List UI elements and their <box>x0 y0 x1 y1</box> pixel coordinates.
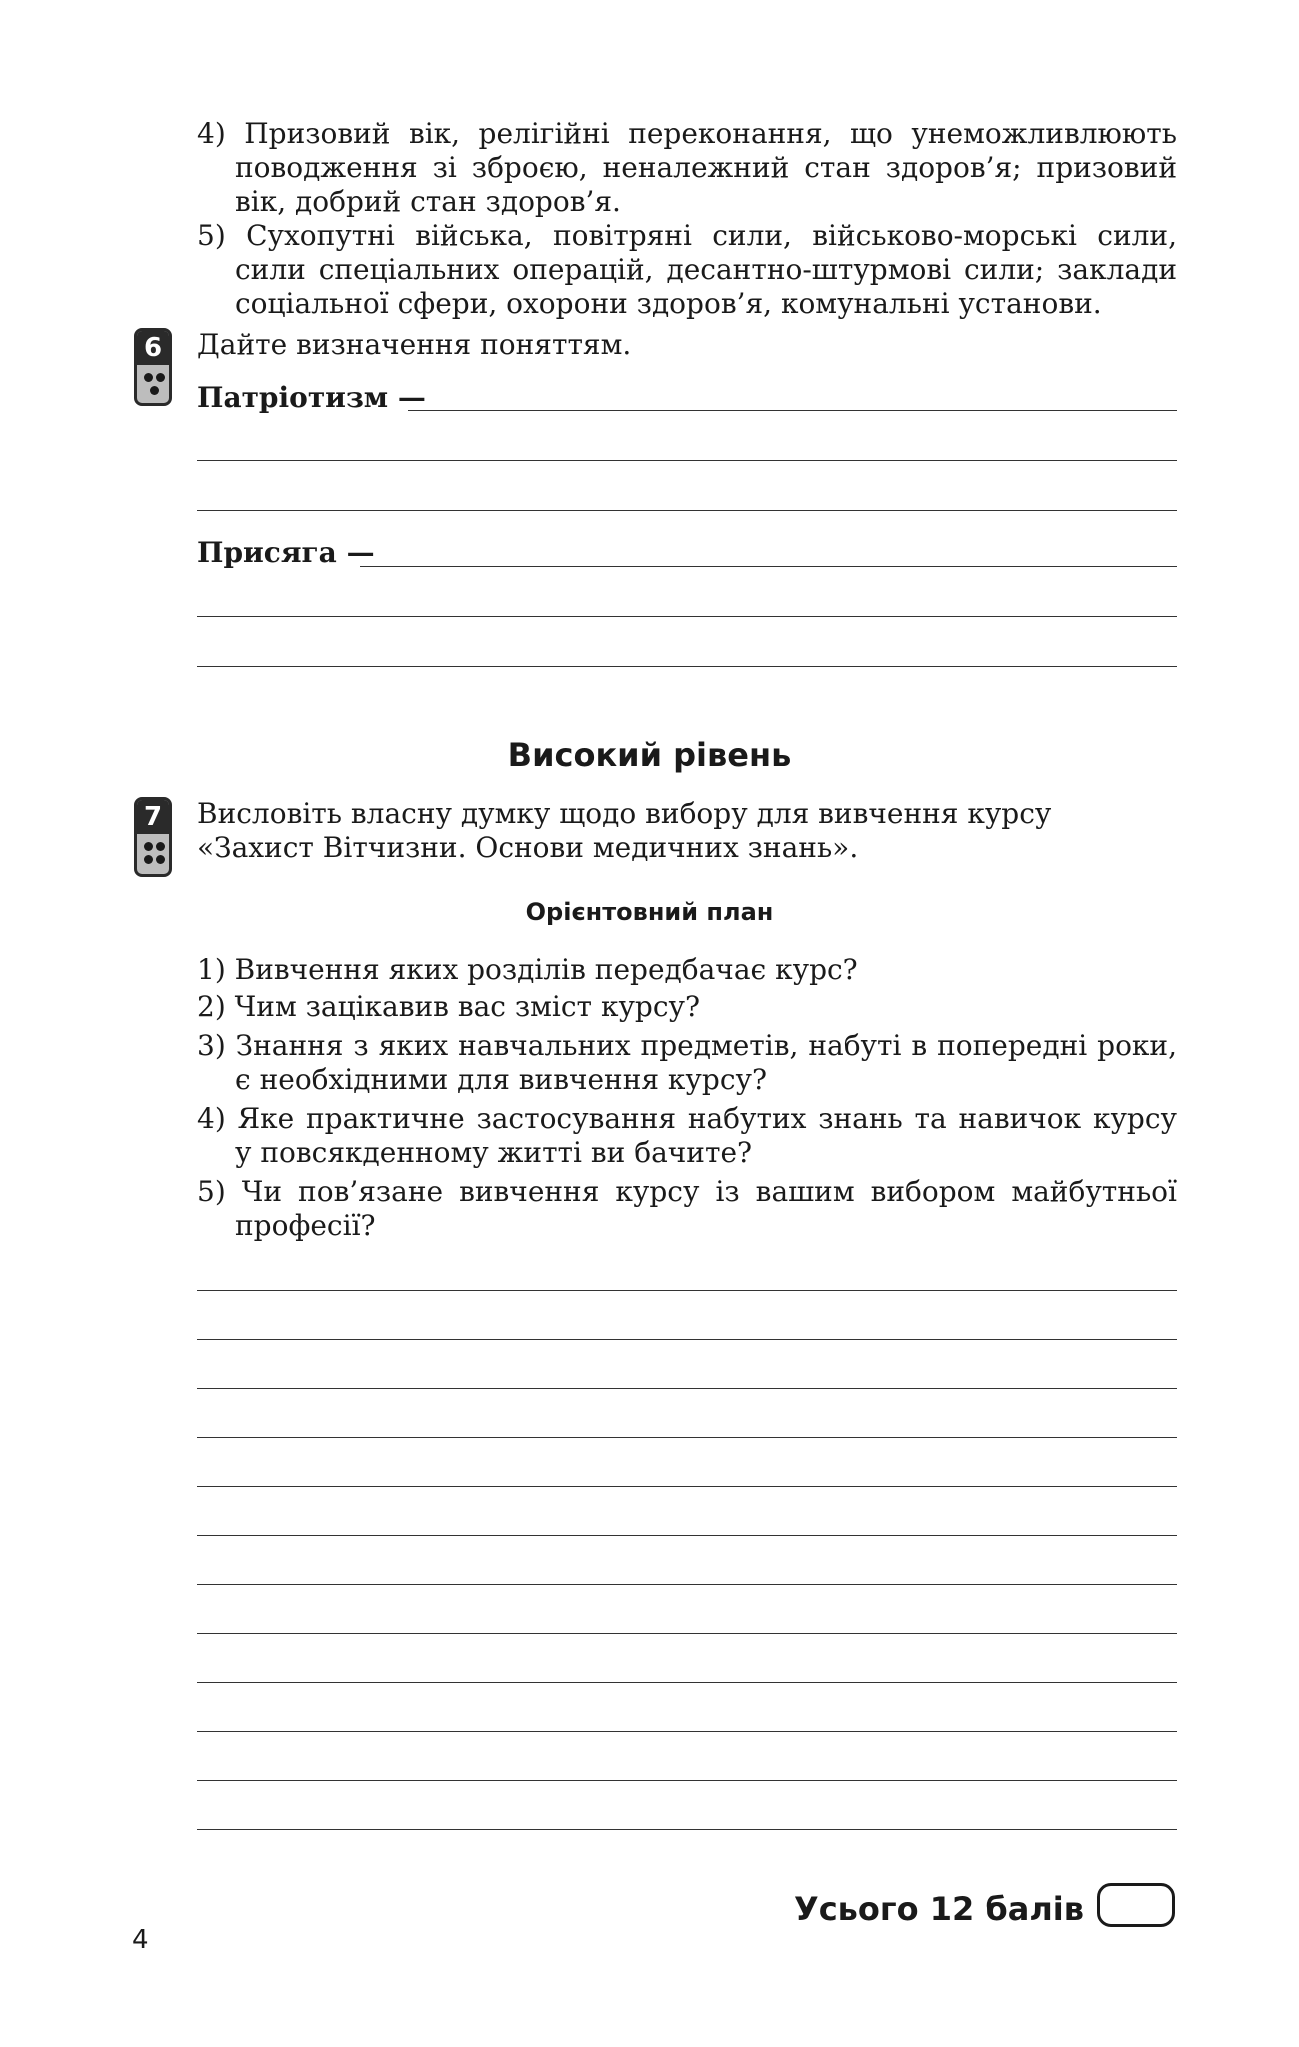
answer-line[interactable] <box>197 1339 1177 1340</box>
difficulty-dot-icon <box>150 386 159 395</box>
task-6-badge <box>134 328 172 406</box>
answer-line[interactable] <box>197 616 1177 617</box>
answer-line[interactable] <box>197 1388 1177 1389</box>
task-7-number: 7 <box>137 800 169 834</box>
answer-option-5: 5) Сухопутні війська, повітряні сили, військово-морські сили, сили спеціальних операцій, десантно-штурмові сили; заклади соціальної сфери, охорони здоров’я, комунальні установи. <box>197 219 1177 320</box>
plan-item-2: 2) Чим зацікавив вас зміст курсу? <box>197 990 701 1023</box>
answer-line[interactable] <box>197 1682 1177 1683</box>
difficulty-dot-icon <box>156 373 165 382</box>
answer-line[interactable] <box>197 1437 1177 1438</box>
difficulty-dot-icon <box>156 842 165 851</box>
answer-line[interactable] <box>197 510 1177 511</box>
difficulty-dot-icon <box>144 373 153 382</box>
task-6-prompt: Дайте визначення поняттям. <box>197 328 632 361</box>
answer-line[interactable] <box>408 410 1177 411</box>
plan-title: Орієнтовний план <box>525 898 774 926</box>
answer-line[interactable] <box>197 1535 1177 1536</box>
answer-line[interactable] <box>197 1290 1177 1291</box>
difficulty-dot-icon <box>156 855 165 864</box>
answer-line[interactable] <box>197 1829 1177 1830</box>
answer-line[interactable] <box>197 1486 1177 1487</box>
plan-item-1: 1) Вивчення яких розділів передбачає курс? <box>197 953 858 986</box>
task-6-number: 6 <box>137 331 169 365</box>
answer-line[interactable] <box>197 460 1177 461</box>
answer-line[interactable] <box>197 1633 1177 1634</box>
answer-line[interactable] <box>360 566 1177 567</box>
task-7-prompt: Висловіть власну думку щодо вибору для вивчення курсу «Захист Вітчизни. Основи медичних знань». <box>197 797 1052 864</box>
plan-item-4: 4) Яке практичне застосування набутих знань та навичок курсу у повсякденному житті ви бачите? <box>197 1102 1177 1169</box>
answer-line[interactable] <box>197 666 1177 667</box>
difficulty-dot-icon <box>144 855 153 864</box>
answer-line[interactable] <box>197 1780 1177 1781</box>
plan-item-5: 5) Чи пов’язане вивчення курсу із вашим вибором майбутньої професії? <box>197 1175 1177 1242</box>
answer-line[interactable] <box>197 1584 1177 1585</box>
page-number: 4 <box>132 1925 149 1955</box>
score-box[interactable] <box>1097 1883 1175 1927</box>
total-score-label: Усього 12 балів <box>794 1890 1084 1928</box>
term-patriotism: Патріотизм — <box>197 381 426 414</box>
answer-line[interactable] <box>197 1731 1177 1732</box>
difficulty-dot-icon <box>144 842 153 851</box>
plan-item-3: 3) Знання з яких навчальних предметів, набуті в попередні роки, є необхідними для вивчення курсу? <box>197 1029 1177 1096</box>
term-oath: Присяга — <box>197 536 375 569</box>
section-heading: Високий рівень <box>507 736 792 774</box>
task-7-badge <box>134 797 172 877</box>
answer-option-4: 4) Призовий вік, релігійні переконання, що унеможливлюють поводження зі зброєю, неналежний стан здоров’я; призовий вік, добрий стан здоров’я. <box>197 117 1177 218</box>
